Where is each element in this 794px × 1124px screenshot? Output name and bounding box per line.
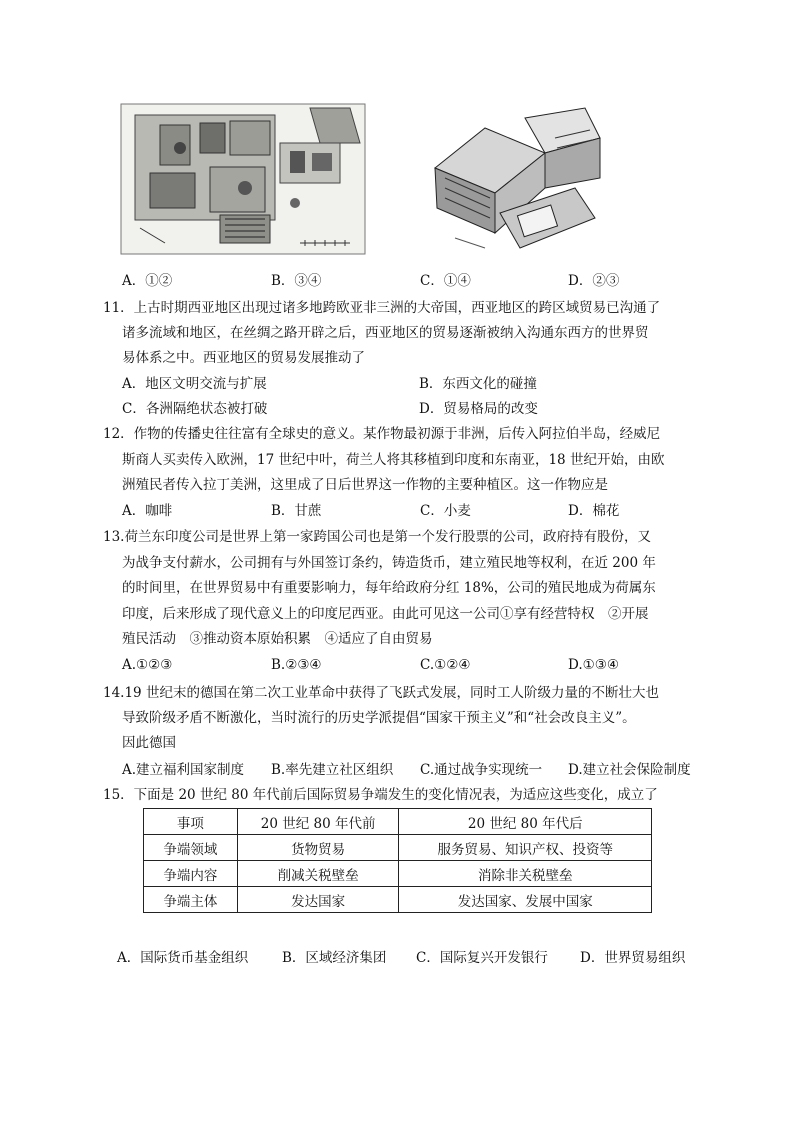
q13-stem-line-5: 殖民活动 ③推动资本原始积累 ④适应了自由贸易 xyxy=(122,631,433,647)
q13-option-c: C.①②④ xyxy=(420,657,471,673)
q10-option-d: D．②③ xyxy=(568,273,620,289)
q12-stem-line-1: 12．作物的传播史往往富有全球史的意义。某作物最初源于非洲，后传入阿拉伯半岛，经威尼 xyxy=(103,426,661,442)
q12-option-b: B．甘蔗 xyxy=(271,503,322,519)
q10-option-a: A．①② xyxy=(122,273,173,289)
q12-option-a: A．咖啡 xyxy=(122,503,173,519)
q13-option-d: D.①③④ xyxy=(568,657,619,673)
q14-option-d: D.建立社会保险制度 xyxy=(568,762,691,778)
table-cell: 发达国家 xyxy=(237,887,399,913)
q14-stem-line-2: 导致阶级矛盾不断激化，当时流行的历史学派提倡“国家干预主义”和“社会改良主义”。 xyxy=(122,710,636,726)
q15-option-a: A．国际货币基金组织 xyxy=(117,950,249,966)
q11-stem-line-2: 诸多流域和地区，在丝绸之路开辟之后，西亚地区的贸易逐渐被纳入沟通东西方的世界贸 xyxy=(122,325,649,341)
q13-stem-line-4: 印度，后来形成了现代意义上的印度尼西亚。由此可见这一公司①享有经营特权 ②开展 xyxy=(122,606,649,622)
q14-stem-line-1: 14.19 世纪末的德国在第二次工业革命中获得了飞跃式发展，同时工人阶级力量的不断壮大也 xyxy=(103,685,659,701)
table-row xyxy=(144,835,652,861)
table-cell: 削减关税壁垒 xyxy=(237,861,399,887)
excavation-site-figure xyxy=(120,103,366,255)
q11-option-c: C．各洲隔绝状态被打破 xyxy=(122,401,268,417)
q15-stem-line: 15．下面是 20 世纪 80 年代前后国际贸易争端发生的变化情况表，为适应这些变化，成立了 xyxy=(103,787,658,803)
table-header-cell: 20 世纪 80 年代前 xyxy=(237,809,399,835)
table-cell: 服务贸易、知识产权、投资等 xyxy=(399,835,652,861)
house-sketch-figure xyxy=(425,98,611,261)
q13-stem-line-1: 13.荷兰东印度公司是世界上第一家跨国公司也是第一个发行股票的公司，政府持有股份，又 xyxy=(103,529,651,545)
table-cell: 货物贸易 xyxy=(237,835,399,861)
q14-option-a: A.建立福利国家制度 xyxy=(122,762,245,778)
q15-option-b: B．区域经济集团 xyxy=(282,950,387,966)
q15-option-d: D．世界贸易组织 xyxy=(580,950,686,966)
table-cell: 争端领域 xyxy=(144,835,238,861)
table-header-row xyxy=(144,809,652,835)
q12-stem-line-3: 洲殖民者传入拉丁美洲，这里成了日后世界这一作物的主要种植区。这一作物应是 xyxy=(122,477,608,493)
q14-stem-line-3: 因此德国 xyxy=(122,735,176,751)
q11-stem-line-3: 易体系之中。西亚地区的贸易发展推动了 xyxy=(122,350,365,366)
q11-option-b: B．东西文化的碰撞 xyxy=(419,376,537,392)
trade-dispute-table xyxy=(143,808,652,913)
q13-stem-line-3: 的时间里，在世界贸易中有重要影响力，每年给政府分红 18%，公司的殖民地成为荷属东 xyxy=(122,580,656,596)
table-cell: 发达国家、发展中国家 xyxy=(399,887,652,913)
q10-option-c: C．①④ xyxy=(420,273,471,289)
table-header-cell: 20 世纪 80 年代后 xyxy=(399,809,652,835)
table-row xyxy=(144,861,652,887)
q15-option-c: C．国际复兴开发银行 xyxy=(416,950,548,966)
q10-option-b: B．③④ xyxy=(271,273,322,289)
table-row xyxy=(144,887,652,913)
table-cell: 争端主体 xyxy=(144,887,238,913)
q12-stem-line-2: 斯商人买卖传入欧洲，17 世纪中叶，荷兰人将其移植到印度和东南亚，18 世纪开始，由欧 xyxy=(122,452,665,468)
table-cell: 消除非关税壁垒 xyxy=(399,861,652,887)
q14-option-b: B.率先建立社区组织 xyxy=(271,762,394,778)
q13-option-b: B.②③④ xyxy=(271,657,322,673)
table-header-cell: 事项 xyxy=(144,809,238,835)
q13-option-a: A.①②③ xyxy=(122,657,173,673)
q11-option-d: D．贸易格局的改变 xyxy=(419,401,538,417)
q11-option-a: A．地区文明交流与扩展 xyxy=(122,376,267,392)
q14-option-c: C.通过战争实现统一 xyxy=(420,762,543,778)
q13-stem-line-2: 为战争支付薪水，公司拥有与外国签订条约，铸造货币，建立殖民地等权利，在近 200 年 xyxy=(122,555,656,571)
table-cell: 争端内容 xyxy=(144,861,238,887)
q11-stem-line-1: 11．上古时期西亚地区出现过诸多地跨欧亚非三洲的大帝国，西亚地区的跨区域贸易已沟通了 xyxy=(103,300,661,316)
q12-option-d: D．棉花 xyxy=(568,503,620,519)
q12-option-c: C．小麦 xyxy=(420,503,471,519)
